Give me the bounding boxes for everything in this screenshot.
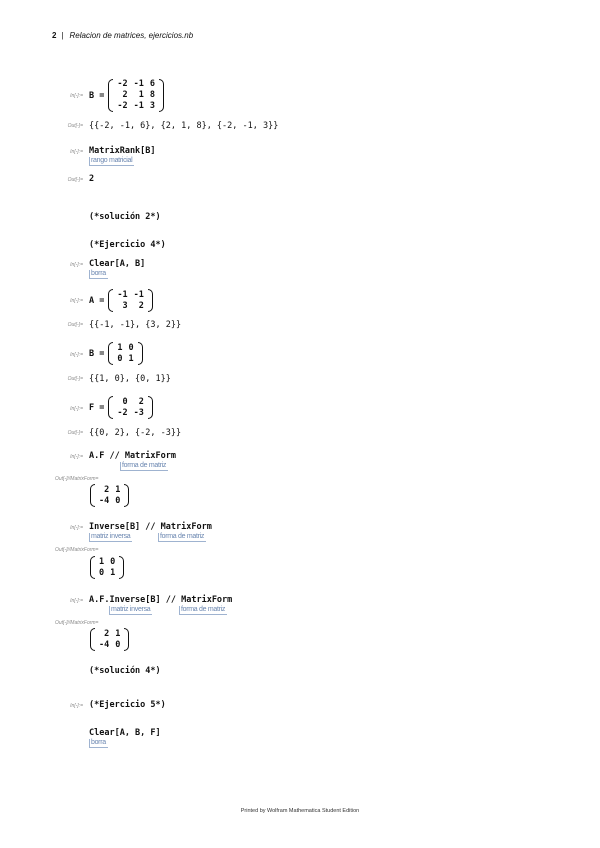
inverse-output-matrix [90,556,124,579]
matrix-cell: 1 [128,353,134,364]
out-label: Out[-]= [67,177,83,183]
matrix-cell: -3 [133,407,144,418]
matrix-cell: 1 [138,90,144,100]
af-output-matrix [90,484,129,507]
matrix-cell: 6 [149,79,155,89]
right-paren [148,396,153,419]
in-label: In[-]:= [70,93,83,99]
matrix-cell: 0 [110,556,116,567]
matrix-cell: 0 [128,342,134,353]
matrix-cell: -1 [133,289,144,300]
matrix-cell: 3 [122,300,128,311]
b-definition[interactable] [89,79,164,112]
matrix-cell: 0 [122,396,128,407]
footer: Printed by Wolfram Mathematica Student Edition [240,808,360,814]
b2-matrix [114,343,136,365]
in-label: In[-]:= [70,454,83,460]
matrix-cell: 1 [115,628,121,639]
matrix-cell: 2 [122,90,128,100]
matrix-cell: -4 [99,639,110,650]
b-matrix [114,79,158,112]
a-lhs: A = [89,295,105,306]
matrix-cell: -1 [133,101,144,111]
a-definition[interactable] [89,289,153,312]
matrix-cell: 2 [104,484,110,495]
out-label: Out[-]= [67,123,83,129]
clear-ab-code[interactable]: Clear[A, B] [89,259,146,269]
right-paren [148,289,153,312]
in-label: In[-]:= [70,598,83,604]
matrix-cell: -1 [117,289,128,300]
matrix-cell: 8 [149,90,155,100]
matrix-cell: -2 [117,407,128,418]
out-label: Out[-]= [67,376,83,382]
matrix-cell: 2 [138,396,144,407]
matrix-cell: 1 [115,484,121,495]
matrix-cell: 1 [99,556,105,567]
matrix-cell: 1 [110,567,116,578]
right-paren [138,342,143,365]
f-output: {{0, 2}, {-2, -3}} [89,428,182,438]
left-paren [90,484,95,507]
page-number: 2 [52,31,57,40]
right-paren [119,556,124,579]
rank-output: 2 [89,174,95,184]
afinv-matrixform-hint: forma de matriz [181,606,226,613]
left-paren [108,289,113,312]
f-lhs: F = [89,402,105,413]
in-label: In[-]:= [70,406,83,412]
solution-2-comment[interactable]: (*solución 2*) [89,212,161,222]
matrix-cell: 1 [117,342,123,353]
b-output: {{-2, -1, 6}, {2, 1, 8}, {-2, -1, 3}} [89,121,279,131]
af-result [96,485,123,507]
left-paren [108,396,113,419]
header-separator: | [61,31,64,40]
exercise-4-comment[interactable]: (*Ejercicio 4*) [89,240,166,250]
b2-lhs: B = [89,348,105,359]
a-output: {{-1, -1}, {3, 2}} [89,320,182,330]
matrix-cell: -4 [99,495,110,506]
af-code[interactable]: A.F // MatrixForm [89,451,176,461]
out-matrixform-label: Out[-]//MatrixForm= [55,620,99,626]
afinv-result [96,629,123,651]
matrix-cell: 3 [149,101,155,111]
clear-hint: borra [91,739,106,746]
right-paren [159,79,164,112]
right-paren [124,484,129,507]
left-paren [90,628,95,651]
a-matrix [114,290,147,312]
out-matrixform-label: Out[-]//MatrixForm= [55,547,99,553]
in-label: In[-]:= [70,149,83,155]
rank-hint: rango matricial [91,157,133,164]
f-definition[interactable] [89,396,153,419]
af-hint: forma de matriz [122,462,167,469]
matrixform-hint: forma de matriz [160,533,205,540]
matrix-cell: -2 [117,79,128,89]
out-matrixform-label: Out[-]//MatrixForm= [55,476,99,482]
b-lhs: B = [89,90,105,101]
matrix-cell: 0 [117,353,123,364]
exercise-5-comment[interactable]: (*Ejercicio 5*) [89,700,166,710]
afinv-inverse-hint: matriz inversa [111,606,151,613]
inverse-code[interactable]: Inverse[B] // MatrixForm [89,522,212,532]
matrix-cell: 2 [104,628,110,639]
b2-definition[interactable] [89,342,143,365]
out-label: Out[-]= [67,322,83,328]
matrix-cell: 0 [115,639,121,650]
afinv-output-matrix [90,628,129,651]
clear-abf-code[interactable]: Clear[A, B, F] [89,728,161,738]
matrix-cell: 0 [115,495,121,506]
notebook-title: Relacion de matrices, ejercicios.nb [69,31,194,40]
clear-hint: borra [91,270,106,277]
matrix-cell: 0 [99,567,105,578]
solution-4-comment[interactable]: (*solución 4*) [89,666,161,676]
left-paren [108,79,113,112]
matrix-cell: -2 [117,101,128,111]
rank-code[interactable]: MatrixRank[B] [89,146,156,156]
matrix-cell: -1 [133,79,144,89]
inverse-hint: matriz inversa [91,533,131,540]
in-label: In[-]:= [70,352,83,358]
in-label: In[-]:= [70,298,83,304]
left-paren [90,556,95,579]
in-label: In[-]:= [70,703,83,709]
page-header [52,31,193,40]
out-label: Out[-]= [67,430,83,436]
f-matrix [114,397,147,419]
afinv-code[interactable]: A.F.Inverse[B] // MatrixForm [89,595,233,605]
inverse-result [96,557,118,579]
in-label: In[-]:= [70,262,83,268]
right-paren [124,628,129,651]
left-paren [108,342,113,365]
b2-output: {{1, 0}, {0, 1}} [89,374,171,384]
in-label: In[-]:= [70,525,83,531]
matrix-cell: 2 [138,300,144,311]
